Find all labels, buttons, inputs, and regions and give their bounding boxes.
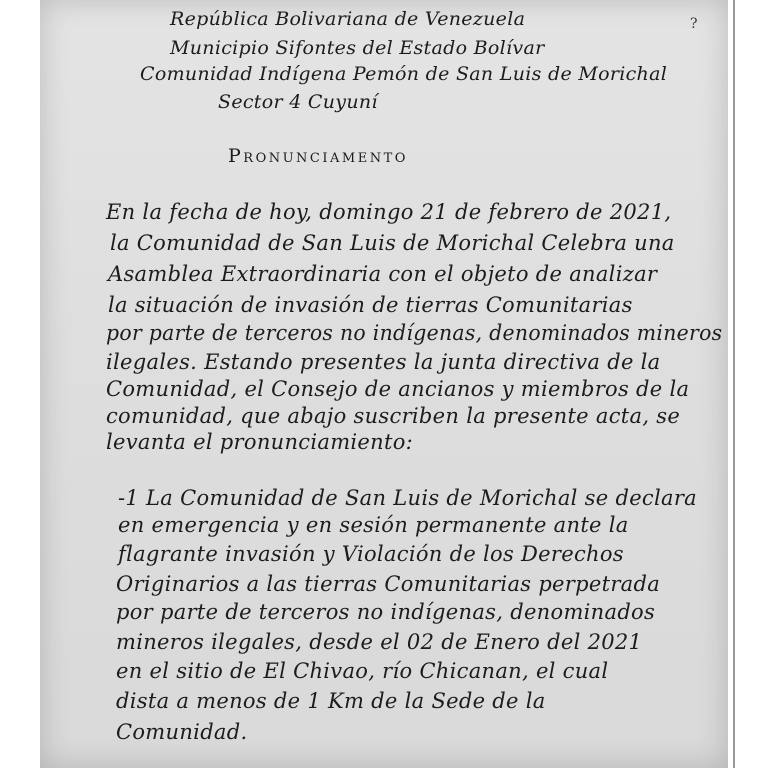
paragraph1-line: En la fecha de hoy, domingo 21 de febrero de 2021, [106,200,672,224]
paragraph1-line: por parte de terceros no indígenas, denominados mineros [106,321,723,345]
paragraph2-line: Originarios a las tierras Comunitarias perpetrada [116,572,661,596]
paragraph2-line: en el sitio de El Chivao, río Chicanan, el cual [116,659,609,683]
paragraph2-line: -1 La Comunidad de San Luis de Morichal se declara [118,486,697,510]
page-edge-line [733,0,735,768]
paragraph1-line: levanta el pronunciamiento: [106,430,414,454]
header-municipality: Municipio Sifontes del Estado Bolívar [170,37,545,59]
paragraph1-line: Comunidad, el Consejo de ancianos y miembros de la [106,377,690,401]
header-sector: Sector 4 Cuyuní [218,91,378,113]
header-community: Comunidad Indígena Pemón de San Luis de Morichal [140,63,668,85]
paragraph1-line: ilegales. Estando presentes la junta directiva de la [106,350,661,374]
paragraph1-line: comunidad, que abajo suscriben la presente acta, se [106,404,681,428]
corner-mark: ? [690,16,698,32]
paragraph2-line: flagrante invasión y Violación de los Derechos [118,542,624,566]
document-title: Pronunciamento [228,145,408,167]
paragraph1-line: la situación de invasión de tierras Comunitarias [108,293,633,317]
paragraph2-line: por parte de terceros no indígenas, denominados [116,600,656,624]
header-country: República Bolivariana de Venezuela [170,8,526,30]
paragraph2-line: en emergencia y en sesión permanente ante la [118,513,629,537]
paragraph2-line: dista a menos de 1 Km de la Sede de la [116,689,546,713]
paragraph1-line: la Comunidad de San Luis de Morichal Celebra una [110,231,675,255]
paragraph2-line: mineros ilegales, desde el 02 de Enero del 2021 [116,630,643,654]
paragraph1-line: Asamblea Extraordinaria con el objeto de analizar [108,262,658,286]
paragraph2-line: Comunidad. [116,720,248,744]
